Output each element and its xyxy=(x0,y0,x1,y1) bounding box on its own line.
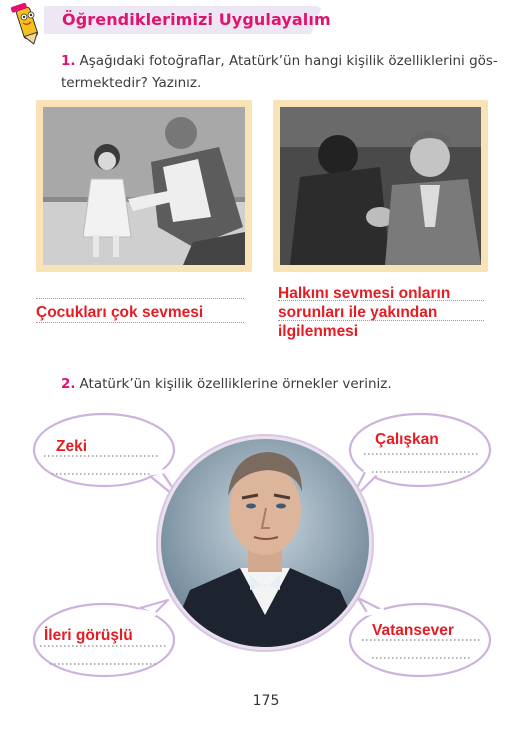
bubble-label-bottom-right: Vatansever xyxy=(372,622,454,639)
question-2-line: Atatürk’ün kişilik özelliklerine örnekler veriniz. xyxy=(79,376,392,392)
answer-right-line2: sorunları ile yakından xyxy=(278,304,438,321)
question-1-text xyxy=(61,50,501,94)
question-2-text xyxy=(61,373,501,395)
pencil-mascot-icon xyxy=(6,2,50,46)
photo-frame-left xyxy=(36,100,252,272)
bubble-label-top-right: Çalışkan xyxy=(375,431,439,448)
bubble-label-bottom-left: İleri görüşlü xyxy=(44,627,133,644)
answer-line-left-2 xyxy=(36,322,244,323)
bubble-label-top-left: Zeki xyxy=(56,438,88,455)
photo-ataturk-with-child xyxy=(43,107,245,265)
answer-right-line3: ilgilenmesi xyxy=(278,323,359,340)
photo-frame-right xyxy=(273,100,488,272)
photo-ataturk-with-people xyxy=(280,107,481,265)
bubble-top-right xyxy=(350,414,490,502)
bubble-top-left xyxy=(34,414,182,502)
answer-left: Çocukları çok sevmesi xyxy=(36,304,204,321)
question-1-number: 1. xyxy=(61,53,76,69)
section-title: Öğrendiklerimizi Uygulayalım xyxy=(62,10,331,29)
portrait-ataturk xyxy=(157,435,373,660)
answer-right-line1: Halkını sevmesi onların xyxy=(278,285,451,302)
page-number: 175 xyxy=(252,693,280,709)
question-2-number: 2. xyxy=(61,376,76,392)
answer-line-right-1 xyxy=(278,300,484,301)
question-1-line2: termektedir? Yazınız. xyxy=(61,75,202,91)
answer-line-right-2 xyxy=(278,320,484,321)
answer-line-left-1 xyxy=(36,298,244,299)
question-1-line1: Aşağıdaki fotoğraflar, Atatürk’ün hangi kişilik özelliklerini gös- xyxy=(79,53,498,69)
